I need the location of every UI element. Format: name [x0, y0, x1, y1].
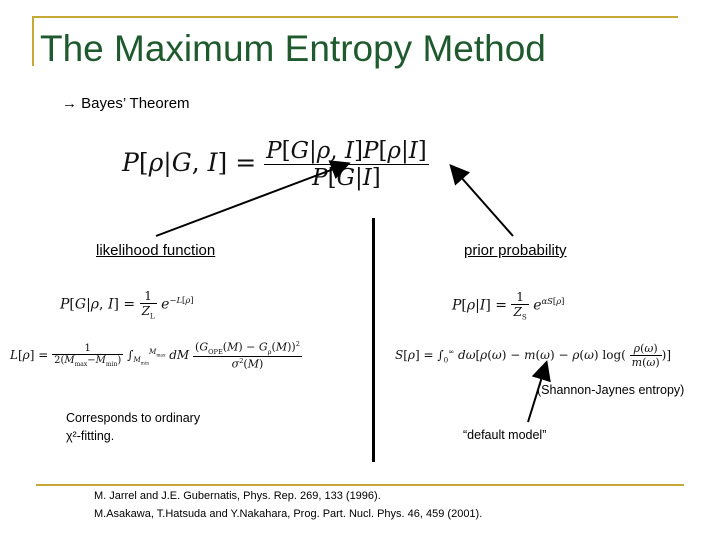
- divider-line: [372, 218, 375, 462]
- chi-squared-formula: L[ρ] = $\frac{1}{2(M_{max}-M_{min})}$ $\int_{M_{min}}^{M_{max}}$ dM $\frac{(G_{OPE}(M) - G_\rho(M))^2}{\sigma^2(M)}$: [10, 340, 300, 371]
- slide-title: The Maximum Entropy Method: [40, 28, 546, 69]
- reference-2: M.Asakawa, T.Hatsuda and Y.Nakahara, Prog. Part. Nucl. Phys. 46, 459 (2001).: [94, 508, 483, 520]
- bayes-heading: → Bayes’ Theorem: [62, 95, 190, 112]
- entropy-formula: $S[\rho] = \int_0^\infty$ dω[ρ(ω) − m(ω) − ρ(ω) log( $\frac{\rho(\omega)}{m(\omega)}$ )]: [395, 342, 672, 369]
- frame-bottom-line: [36, 484, 684, 486]
- prior-formula: P[ρ|I] = $\frac{1}{Z_S}$ $e^{\alpha S[\rho]}$: [452, 290, 565, 322]
- bayes-formula: P[ρ|G, I] = $\frac{P[G|\rho, I]P[\rho|I]}{P[G|I]}$: [122, 138, 427, 191]
- prior-label: prior probability: [464, 242, 567, 259]
- likelihood-arrow: [156, 164, 347, 236]
- chi-note-line1: Corresponds to ordinary: [66, 411, 201, 425]
- prior-arrow: [452, 167, 513, 236]
- reference-1: M. Jarrel and J.E. Gubernatis, Phys. Rep. 269, 133 (1996).: [94, 490, 381, 502]
- default-model-label: “default model”: [463, 428, 547, 442]
- likelihood-label: likelihood function: [96, 242, 216, 259]
- entropy-note: (Shannon-Jaynes entropy): [537, 383, 685, 397]
- chi-note-line2: χ²-fitting.: [66, 429, 115, 443]
- likelihood-formula: P[G|ρ, I] = $\frac{1}{Z_L}$ $e^{-L[\rho]}$: [60, 289, 194, 321]
